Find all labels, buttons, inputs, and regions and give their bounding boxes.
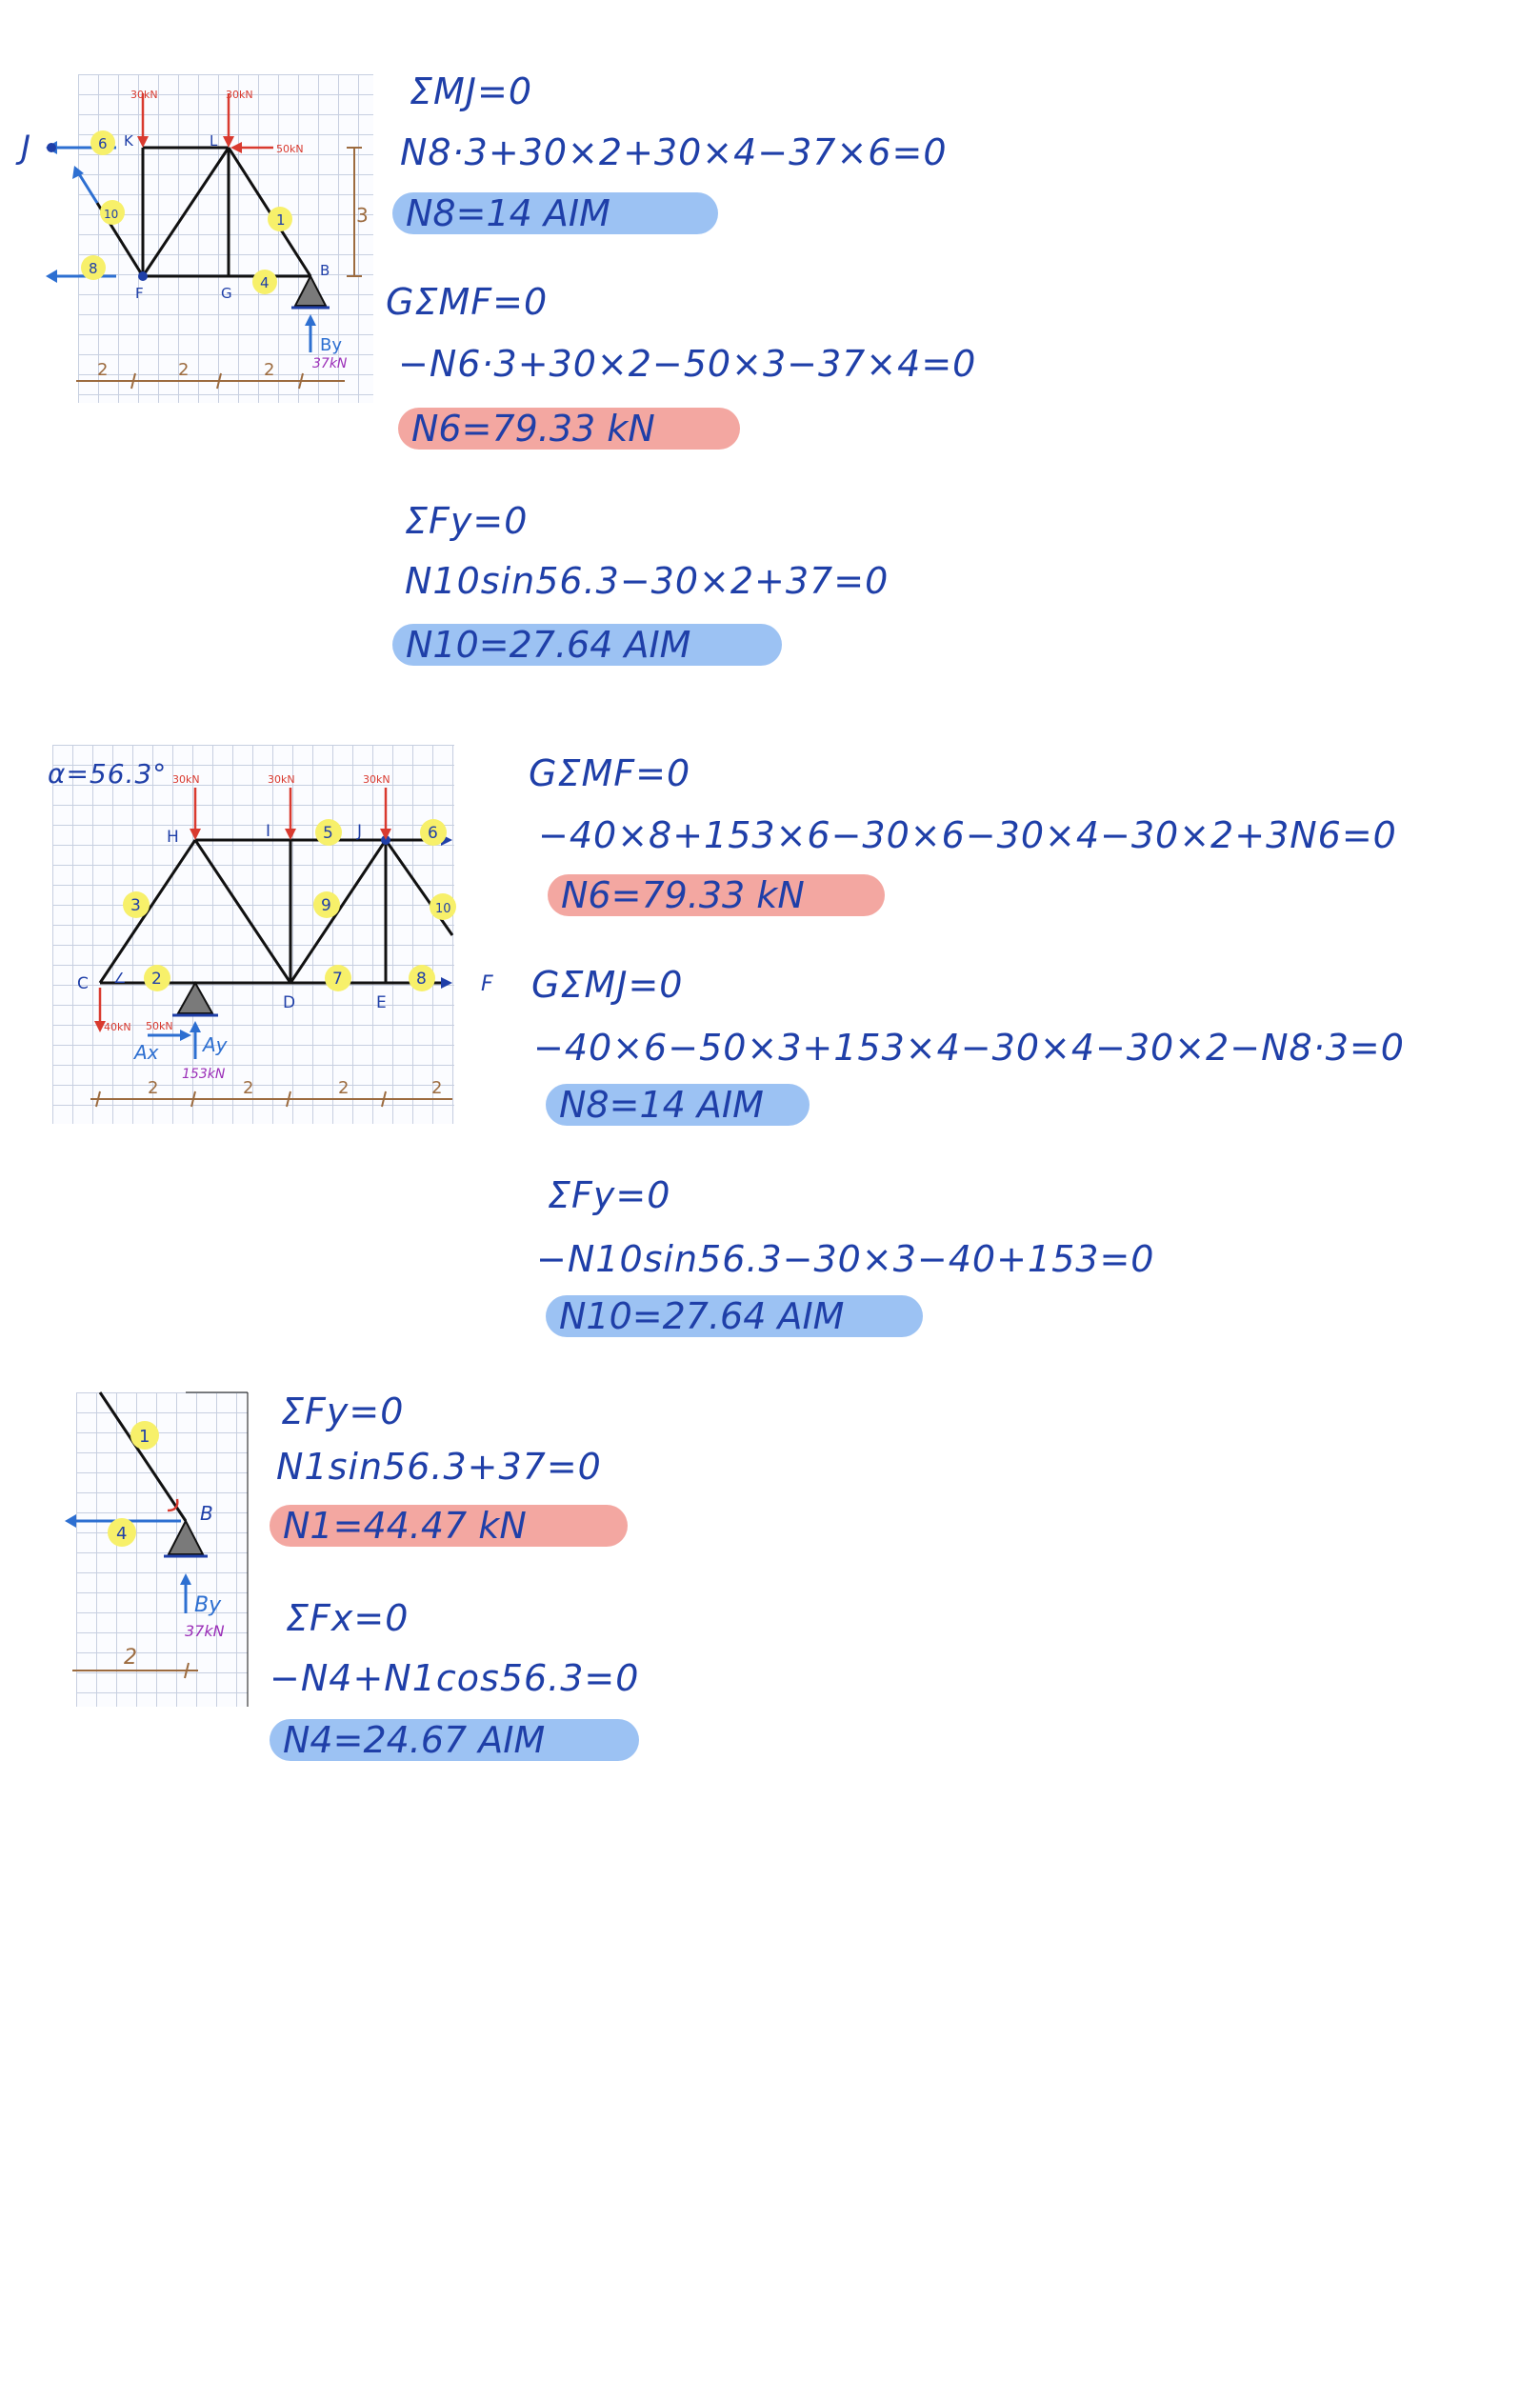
member-1 [100,1392,186,1521]
node-f-dot [138,271,148,281]
eq3-line4: −N4+N1cos56.3=0 [270,1657,640,1699]
reaction-ax-label: Ax [134,1041,159,1064]
label-m3: 3 [130,896,141,915]
label-m4: 4 [260,274,270,291]
eq1-line3: GΣMF=0 [386,281,549,323]
load-label-c: 40kN [104,1021,131,1033]
reaction-ay-label: Ay [203,1033,228,1056]
label-m1: 1 [276,211,286,229]
reaction-label: By [320,335,343,355]
label-m2: 2 [151,970,162,989]
eq1-result-1: N8=14 AIM [392,192,718,234]
node-j-dot [47,143,56,152]
alpha-angle: α=56.3° [48,758,168,790]
node-j: J [21,129,31,167]
label-m9: 9 [321,896,331,915]
node-e: E [376,993,387,1012]
eq2-line2: −40×8+153×6−30×6−30×4−30×2+3N6=0 [538,814,1397,856]
node-h: H [167,828,179,847]
load-label-2: 30kN [268,773,295,786]
truss-2-svg [52,745,493,1124]
label-m5: 5 [323,824,333,843]
label-alpha-symbol: ∠ [113,970,127,987]
load-label-3: 30kN [363,773,390,786]
node-b: B [320,262,330,279]
eq1-line1: ΣMJ=0 [410,70,533,112]
dim-1: 2 [124,1646,137,1670]
eq1-line5: ΣFy=0 [405,500,529,542]
eq2-result-2: N8=14 AIM [546,1084,810,1126]
eq2-line6: −N10sin56.3−30×3−40+153=0 [536,1238,1155,1280]
label-m8: 8 [416,970,427,989]
eq3-result-1: N1=44.47 kN [270,1505,628,1547]
node-i: I [266,822,271,841]
arrowhead-8 [46,270,57,283]
eq2-result-3: N10=27.64 AIM [546,1295,923,1337]
dim-3: 2 [338,1078,350,1098]
eq3-line1: ΣFy=0 [281,1391,405,1432]
label-m1: 1 [139,1427,150,1447]
label-m4: 4 [116,1524,128,1544]
member-diagonal-1 [229,148,310,276]
node-j: J [357,822,363,841]
eq1-line6: N10sin56.3−30×2+37=0 [405,560,890,602]
dim-2: 2 [178,360,190,380]
eq2-line4: −40×6−50×3+153×4−30×4−30×2−N8·3=0 [533,1027,1405,1069]
eq3-result-2: N4=24.67 AIM [270,1719,639,1761]
eq1-line2: N8·3+30×2+30×4−37×6=0 [400,131,948,173]
load-label-2: 30kN [226,89,253,101]
node-l: L [210,132,218,150]
dim-3: 2 [264,360,275,380]
node-f: F [135,285,144,302]
truss-1-svg [21,74,373,403]
truss-diagram-1 [21,74,373,403]
reaction-value: 37kN [185,1622,225,1640]
reaction-ay-value: 153kN [182,1067,226,1082]
load-label-3: 50kN [276,143,304,155]
label-m10: 10 [104,208,119,221]
load-label-1: 30kN [172,773,200,786]
node-k: K [124,132,133,150]
member-10 [386,840,452,935]
eq3-line2: N1sin56.3+37=0 [276,1446,602,1488]
reaction-value: 37kN [312,356,348,371]
eq2-result-1: N6=79.33 kN [548,874,885,916]
joint-b-svg [76,1392,248,1707]
label-m7: 7 [332,970,343,989]
dim-2: 2 [243,1078,254,1098]
label-m8: 8 [89,260,98,277]
node-d: D [283,993,296,1012]
node-b: B [200,1502,213,1525]
eq1-line4: −N6·3+30×2−50×3−37×4=0 [398,343,977,385]
node-g: G [221,285,232,302]
member-diagonal-fl [143,148,229,276]
reaction-label: By [194,1593,222,1617]
height-label: 3 [356,204,369,227]
node-c: C [77,974,89,993]
label-f: F [481,972,493,996]
eq3-line3: ΣFx=0 [286,1597,410,1639]
dim-1: 2 [148,1078,159,1098]
support-a [178,983,212,1013]
member-hd [195,840,290,983]
label-m6: 6 [428,824,438,843]
eq2-line3: GΣMJ=0 [531,964,684,1006]
label-m6: 6 [98,135,108,152]
eq2-line5: ΣFy=0 [548,1174,671,1216]
dim-1: 2 [97,360,109,380]
support-b [169,1521,203,1554]
eq1-result-2: N6=79.33 kN [398,408,740,450]
eq1-result-3: N10=27.64 AIM [392,624,782,666]
truss-diagram-2 [52,745,493,1124]
eq2-line1: GΣMF=0 [529,752,691,794]
support-b [295,276,326,306]
joint-b-diagram [76,1392,248,1707]
arrow-member-10 [78,172,97,203]
load-label-1: 30kN [130,89,158,101]
dim-4: 2 [431,1078,443,1098]
reaction-ax-value: 50kN [146,1020,173,1032]
label-m10: 10 [435,902,451,916]
